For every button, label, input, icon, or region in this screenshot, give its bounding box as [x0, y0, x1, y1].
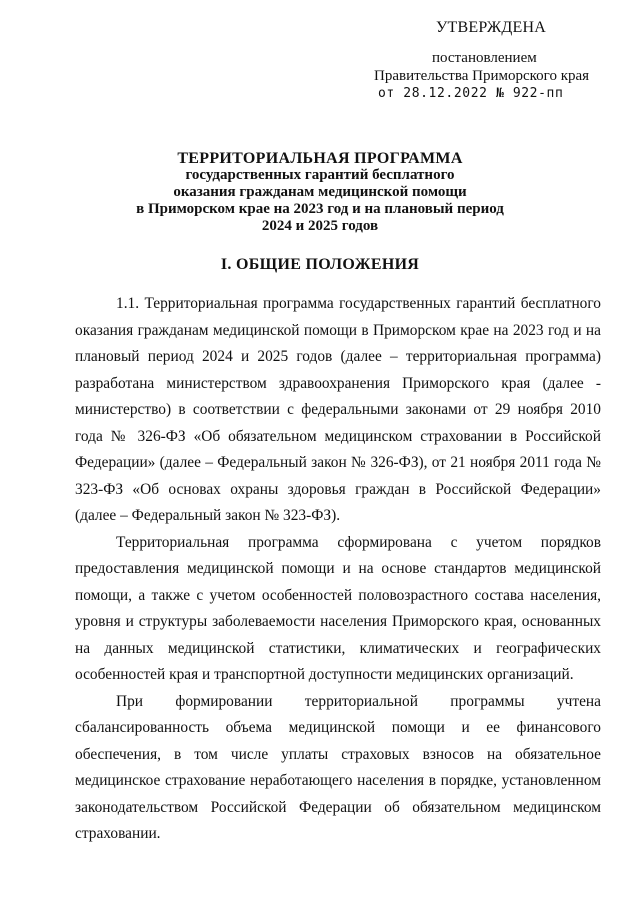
paragraph-1: 1.1. Территориальная программа государственных гарантий бесплатного оказания гражданам медицинской помощи в Приморском крае на 2023 год и на плановый период 2024 и 2025 годов (далее – территориальная программа) разработана министерством здравоохранения Приморского края (далее - министерство) в соответствии с федеральными законами от 29 ноября 2010 года № 326-ФЗ «Об обязательном медицинском страховании в Российской Федерации» (далее – Федеральный закон № 326-ФЗ), от 21 ноября 2011 года № 323-ФЗ «Об основах охраны здоровья граждан в Российской Федерации» (далее – Федеральный закон № 323-ФЗ). — [75, 295, 601, 524]
title-line-1: ТЕРРИТОРИАЛЬНАЯ ПРОГРАММА — [177, 150, 463, 167]
section-heading: I. ОБЩИЕ ПОЛОЖЕНИЯ — [220, 256, 420, 273]
approved-label: УТВЕРЖДЕНА — [436, 19, 547, 36]
title-line-5: 2024 и 2025 годов — [261, 218, 379, 234]
resolution-label: постановлением — [432, 50, 537, 66]
resolution-date-number: от 28.12.2022 № 922-пп — [378, 86, 564, 101]
government-label: Правительства Приморского края — [374, 68, 590, 84]
title-line-4: в Приморском крае на 2023 год и на плановый период — [136, 201, 504, 217]
paragraph-3: При формировании территориальной программы учтена сбалансированность объема медицинской помощи и ее финансового обеспечения, в том числе уплаты страховых взносов на обязательное медицинское страхование неработающего населения в порядке, установленном законодательством Российской Федерации об обязательном медицинском страховании. — [75, 692, 601, 842]
document-body — [75, 291, 601, 848]
title-line-2: государственных гарантий бесплатного — [185, 167, 455, 183]
program-title — [60, 150, 580, 235]
title-line-3: оказания гражданам медицинской помощи — [173, 184, 467, 200]
paragraph-2: Территориальная программа сформирована с учетом порядков предоставления медицинской помощи и на основе стандартов медицинской помощи, а также с учетом особенностей половозрастного состава населения, уровня и структуры заболеваемости населения Приморского края, основанных на данных медицинской статистики, климатических и географических особенностей края и транспортной доступности медицинских организаций. — [75, 533, 601, 683]
